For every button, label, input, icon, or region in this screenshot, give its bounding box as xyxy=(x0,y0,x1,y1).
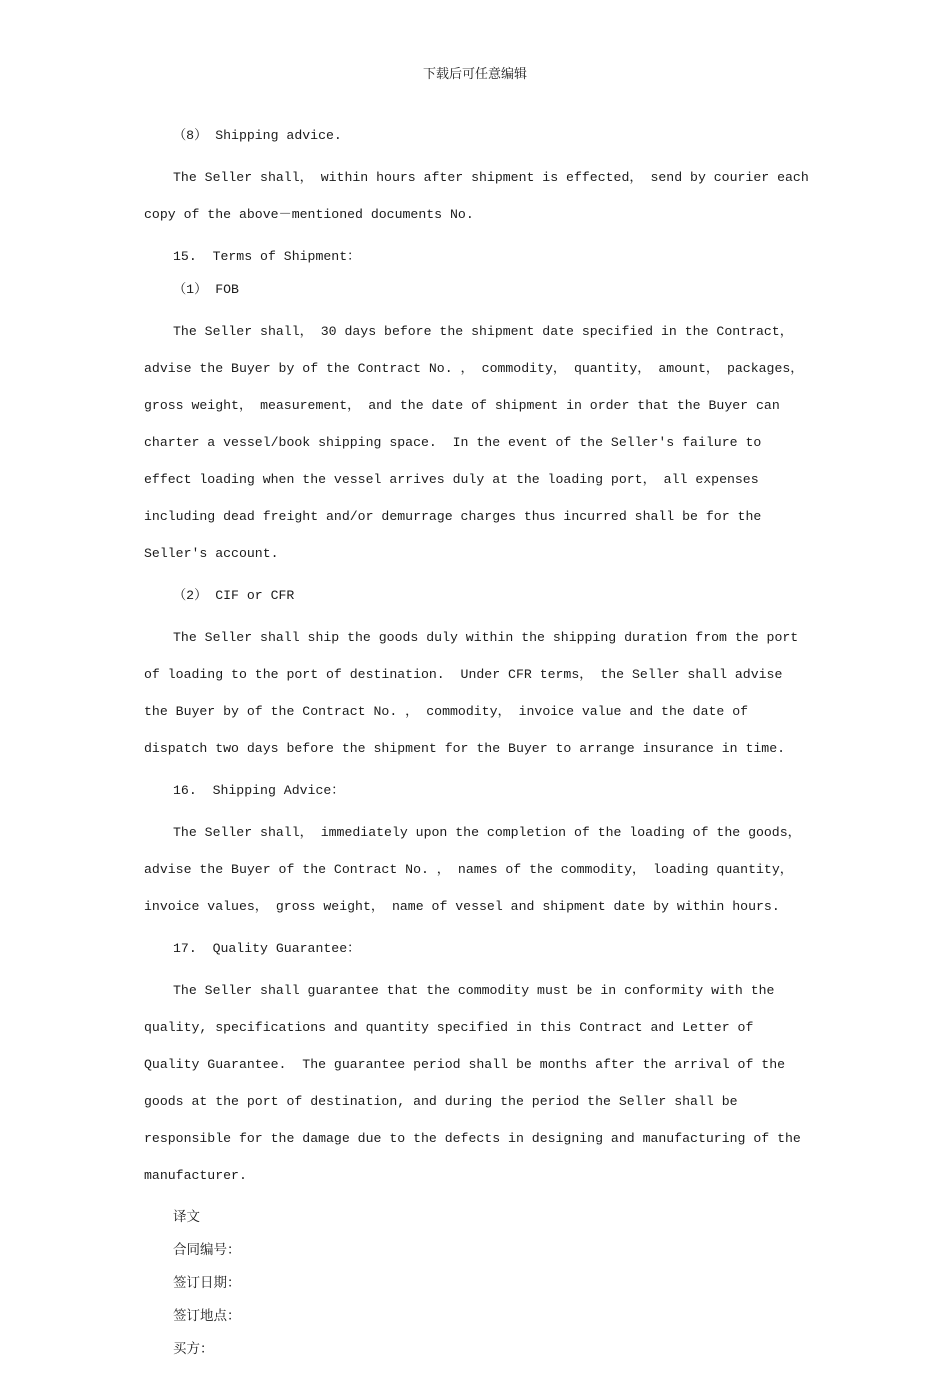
paragraph-courier-documents: The Seller shall， within hours after shipment is effected， send by courier each copy of the above－mentioned documents No. xyxy=(144,170,817,222)
subheading-cif-cfr: （2） CIF or CFR xyxy=(173,588,295,603)
label-signing-place: 签订地点： xyxy=(173,1308,241,1324)
label-contract-number: 合同编号： xyxy=(173,1242,241,1258)
label-signing-date: 签订日期： xyxy=(173,1275,241,1291)
paragraph-cif-cfr-terms: The Seller shall ship the goods duly within the shipping duration from the port of loading to the port of destination. Under CFR terms， the Seller shall advise the Buyer by of the Contract No. ， commodity， invoice value and the date of dispatch two days before the shipment for the Buyer to arrange insurance in time. xyxy=(144,630,807,756)
page-header: 下载后可任意编辑 xyxy=(422,67,527,82)
paragraph-shipping-advice: The Seller shall， immediately upon the completion of the loading of the goods， advise the Buyer of the Contract No. ， names of the commodity， loading quantity， invoice values， gross weight， name of vessel and shipment date by within hours. xyxy=(144,825,809,914)
label-buyer: 买方： xyxy=(173,1341,214,1357)
heading-quality-guarantee: 17. Quality Guarantee： xyxy=(173,941,361,956)
paragraph-fob-terms: The Seller shall， 30 days before the shipment date specified in the Contract， advise the Buyer by of the Contract No. ， commodity， quantity， amount， packages， gross weight， measurement， and the date of shipment in order that the Buyer can charter a vessel/book shipping space. In the event of the Seller's failure to effect loading when the vessel arrives duly at the loading port， all expenses including dead freight and/or demurrage charges thus incurred shall be for the Seller's account. xyxy=(144,324,812,561)
paragraph-shipping-advice-8: （8） Shipping advice. xyxy=(173,128,342,143)
heading-terms-of-shipment: 15. Terms of Shipment： xyxy=(173,249,361,264)
label-translation: 译文 xyxy=(173,1209,200,1225)
paragraph-quality-guarantee: The Seller shall guarantee that the commodity must be in conformity with the quality, specifications and quantity specified in this Contract and Letter of Quality Guarantee. The guarantee period shall be months after the arrival of the goods at the port of destination, and during the period the Seller shall be responsible for the damage due to the defects in designing and manufacturing of the manufacturer. xyxy=(144,983,809,1183)
subheading-fob: （1） FOB xyxy=(173,282,239,297)
document-body xyxy=(144,126,817,1373)
heading-shipping-advice: 16. Shipping Advice： xyxy=(173,783,345,798)
